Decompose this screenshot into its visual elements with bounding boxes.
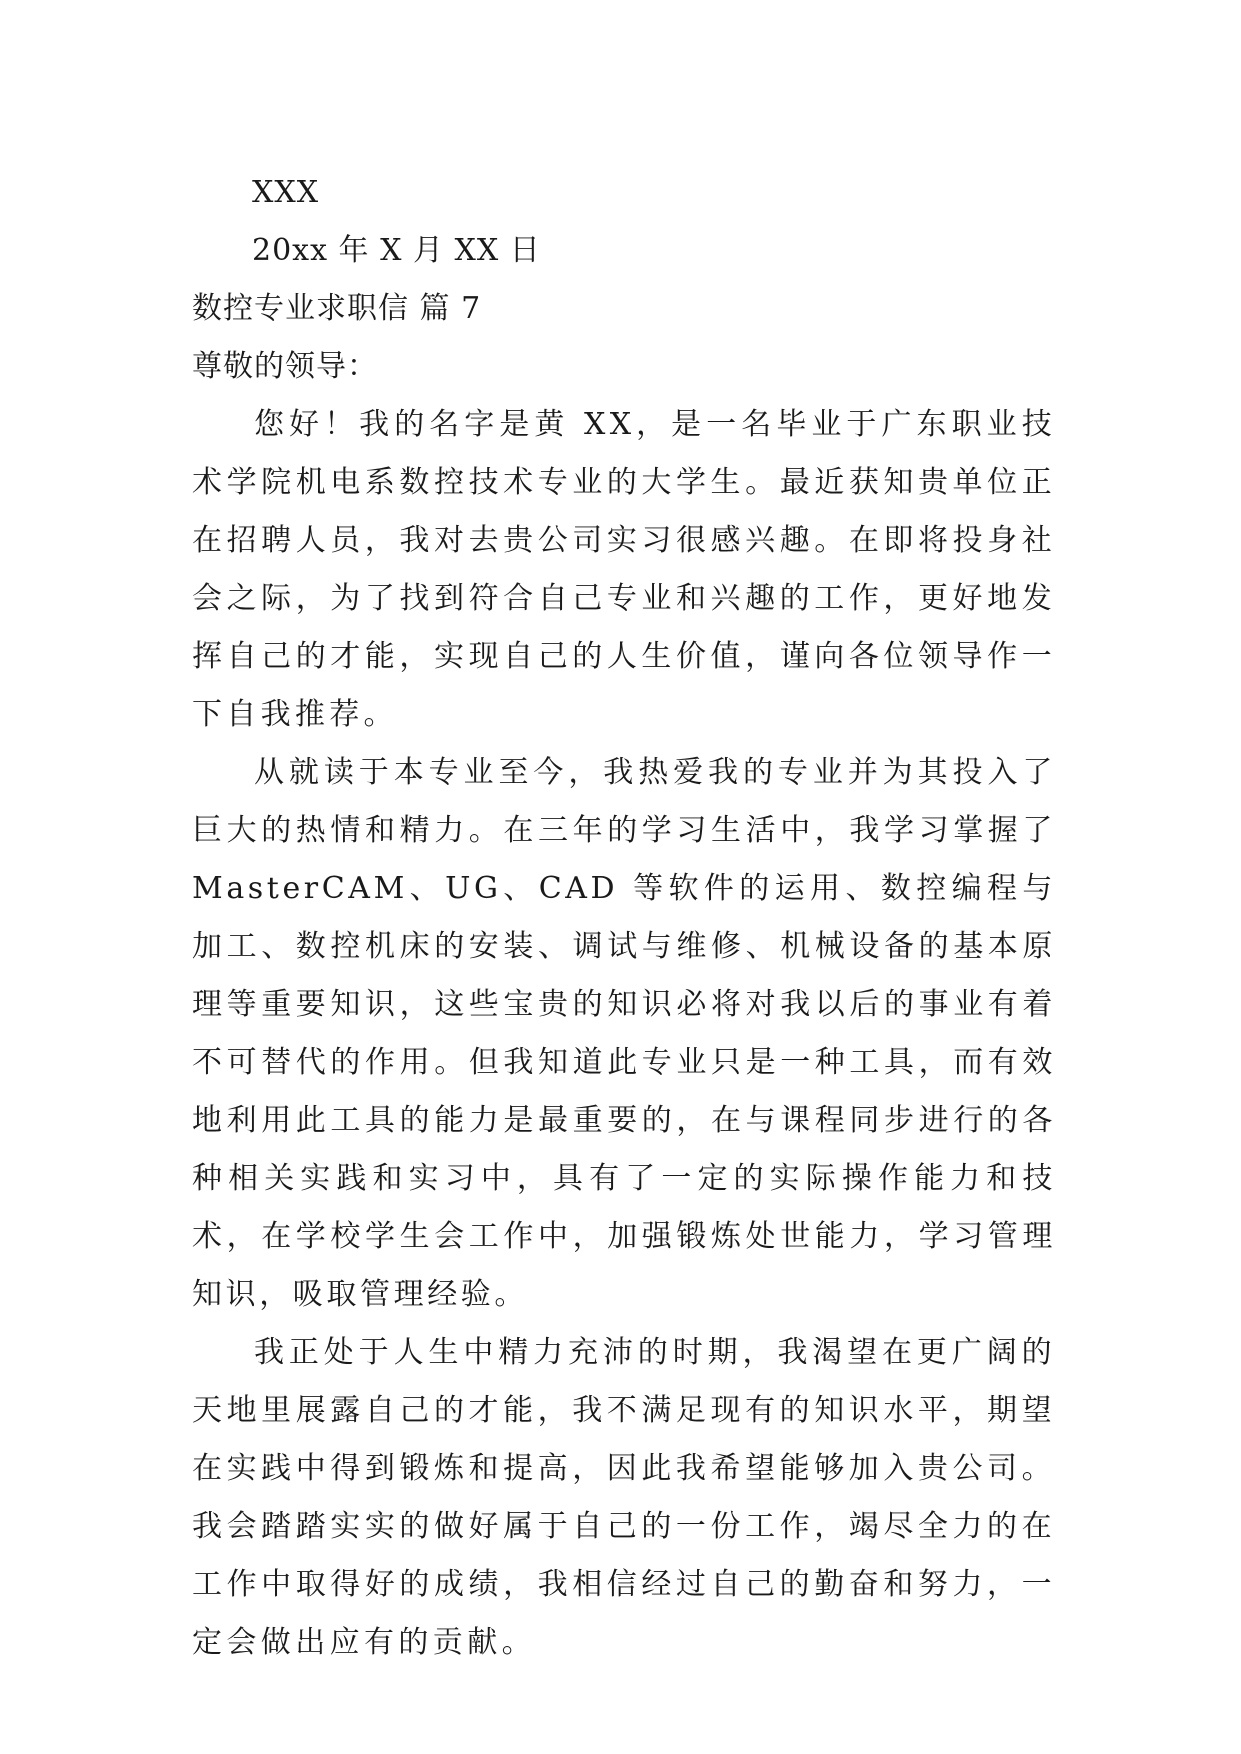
signature-date: 20xx 年 X 月 XX 日 (252, 233, 541, 268)
salutation: 尊敬的领导： (192, 349, 378, 384)
paragraph-skills: 从就读于本专业至今，我热爱我的专业并为其投入了巨大的热情和精力。在三年的学习生活中，我学习掌握了 MasterCAM、UG、CAD 等软件的运用、数控编程与加工、数控机床的安装、调试与维修、机械设备的基本原理等重要知识，这些宝贵的知识必将对我以后的事业有着不可替代的作用。但我知道此专业只是一种工具，而有效地利用此工具的能力是最重要的，在与课程同步进行的各种相关实践和实习中，具有了一定的实际操作能力和技术，在学校学生会工作中，加强锻炼处世能力，学习管理知识，吸取管理经验。 (192, 755, 1056, 1312)
section-title: 数控专业求职信 篇 7 (192, 291, 482, 326)
paragraph-aspiration: 我正处于人生中精力充沛的时期，我渴望在更广阔的天地里展露自己的才能，我不满足现有的知识水平，期望在实践中得到锻炼和提高，因此我希望能够加入贵公司。我会踏踏实实的做好属于自己的一份工作，竭尽全力的在工作中取得好的成绩，我相信经过自己的勤奋和努力，一定会做出应有的贡献。 (192, 1335, 1056, 1660)
signature-name: XXX (252, 175, 320, 210)
paragraph-introduction: 您好！我的名字是黄 XX，是一名毕业于广东职业技术学院机电系数控技术专业的大学生。最近获知贵单位正在招聘人员，我对去贵公司实习很感兴趣。在即将投身社会之际，为了找到符合自己专业和兴趣的工作，更好地发挥自己的才能，实现自己的人生价值，谨向各位领导作一下自我推荐。 (192, 407, 1056, 732)
letter-body (192, 164, 1056, 1672)
